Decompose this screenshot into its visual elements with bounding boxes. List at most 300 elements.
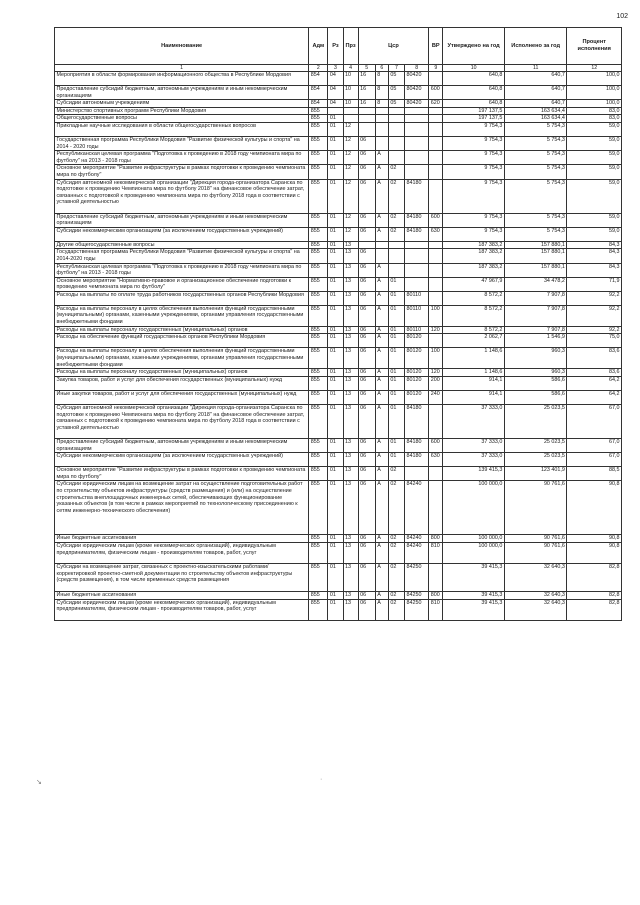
header-rz: Рз	[328, 28, 343, 65]
row-csr-3	[388, 241, 404, 249]
row-csr-1	[358, 122, 375, 136]
row-csr-4: 80120	[405, 369, 429, 377]
row-prz: 10	[343, 100, 358, 108]
row-adm: 855	[309, 535, 328, 543]
row-csr-3: 02	[388, 227, 404, 241]
row-fact: 586,6	[504, 391, 567, 405]
row-percent: 84,3	[567, 263, 622, 277]
table-row	[55, 391, 622, 405]
row-prz: 12	[343, 179, 358, 213]
row-csr-4: 80120	[405, 334, 429, 348]
table-row	[55, 249, 622, 263]
row-percent: 90,8	[567, 535, 622, 543]
row-rz: 01	[328, 277, 343, 291]
row-adm: 855	[309, 179, 328, 213]
row-csr-2: А	[375, 291, 388, 305]
row-rz: 01	[328, 369, 343, 377]
table-row	[55, 369, 622, 377]
row-csr-1: 06	[358, 348, 375, 369]
row-csr-1: 06	[358, 291, 375, 305]
row-fact: 32 640,3	[504, 592, 567, 600]
column-number: 12	[567, 65, 622, 72]
row-csr-4: 84250	[405, 564, 429, 592]
row-prz: 13	[343, 391, 358, 405]
row-vr: 800	[429, 535, 443, 543]
table-row	[55, 263, 622, 277]
row-csr-4	[405, 277, 429, 291]
row-csr-3: 01	[388, 334, 404, 348]
row-rz: 01	[328, 391, 343, 405]
table-row	[55, 405, 622, 439]
row-rz: 01	[328, 122, 343, 136]
header-fact: Исполнено за год	[504, 28, 567, 65]
row-adm: 855	[309, 136, 328, 150]
column-number: 10	[443, 65, 505, 72]
row-csr-2: А	[375, 564, 388, 592]
row-prz: 10	[343, 72, 358, 86]
row-fact: 586,6	[504, 377, 567, 391]
row-percent: 67,0	[567, 405, 622, 439]
row-plan: 8 572,2	[443, 291, 505, 305]
row-plan: 9 754,3	[443, 227, 505, 241]
row-fact: 960,3	[504, 348, 567, 369]
row-csr-3	[388, 122, 404, 136]
row-percent: 59,0	[567, 165, 622, 179]
row-csr-2: А	[375, 599, 388, 620]
row-csr-2: А	[375, 277, 388, 291]
row-prz: 12	[343, 136, 358, 150]
page-number: 102	[616, 13, 628, 20]
row-csr-1	[358, 115, 375, 123]
row-rz: 01	[328, 136, 343, 150]
row-csr-4: 80120	[405, 348, 429, 369]
row-csr-3: 01	[388, 405, 404, 439]
row-rz: 01	[328, 599, 343, 620]
row-plan: 640,8	[443, 86, 505, 100]
row-csr-1: 16	[358, 72, 375, 86]
row-csr-3: 01	[388, 391, 404, 405]
row-prz: 10	[343, 86, 358, 100]
row-csr-4: 84180	[405, 179, 429, 213]
row-plan: 100 000,0	[443, 535, 505, 543]
row-csr-2: А	[375, 439, 388, 453]
row-adm: 855	[309, 213, 328, 227]
row-percent: 92,2	[567, 305, 622, 326]
row-percent: 92,2	[567, 326, 622, 334]
column-number: 3	[328, 65, 343, 72]
row-csr-1: 06	[358, 439, 375, 453]
row-prz: 13	[343, 467, 358, 481]
row-name: Основное мероприятие "Развитие инфраструктуры в рамках подготовки к проведению чемпионата мира по футболу"	[55, 165, 309, 179]
row-adm: 855	[309, 334, 328, 348]
table-row	[55, 100, 622, 108]
row-name: Республиканская целевая программа "Подготовка к проведению в 2018 году чемпионата мира по футболу" на 2013 - 2018 годы	[55, 263, 309, 277]
row-plan: 640,8	[443, 72, 505, 86]
row-csr-4: 84240	[405, 535, 429, 543]
row-plan: 139 415,3	[443, 467, 505, 481]
header-adm: Адм	[309, 28, 328, 65]
table-row	[55, 86, 622, 100]
row-csr-1: 06	[358, 334, 375, 348]
row-csr-2: А	[375, 213, 388, 227]
row-adm: 855	[309, 291, 328, 305]
row-percent: 64,2	[567, 377, 622, 391]
row-csr-2: А	[375, 467, 388, 481]
table-row	[55, 227, 622, 241]
row-csr-2: 8	[375, 86, 388, 100]
row-vr: 630	[429, 227, 443, 241]
row-adm: 855	[309, 369, 328, 377]
table-row	[55, 165, 622, 179]
table-row	[55, 151, 622, 165]
table-row	[55, 241, 622, 249]
row-fact: 163 634,4	[504, 115, 567, 123]
row-plan: 8 572,2	[443, 326, 505, 334]
row-adm: 855	[309, 122, 328, 136]
row-percent: 71,9	[567, 277, 622, 291]
row-fact: 5 754,3	[504, 165, 567, 179]
row-vr	[429, 72, 443, 86]
row-csr-4: 84240	[405, 481, 429, 535]
row-csr-3: 01	[388, 377, 404, 391]
row-fact: 25 023,5	[504, 405, 567, 439]
row-csr-4	[405, 263, 429, 277]
row-fact: 5 754,3	[504, 136, 567, 150]
row-plan: 9 754,3	[443, 136, 505, 150]
row-csr-3: 01	[388, 453, 404, 467]
row-csr-4: 80120	[405, 391, 429, 405]
row-percent: 83,0	[567, 107, 622, 115]
row-rz: 01	[328, 564, 343, 592]
row-rz: 01	[328, 213, 343, 227]
row-fact: 5 754,3	[504, 151, 567, 165]
row-name: Мероприятия в области формирования информационного общества в Республике Мордовия	[55, 72, 309, 86]
table-row	[55, 334, 622, 348]
row-csr-1: 06	[358, 467, 375, 481]
row-plan: 914,1	[443, 391, 505, 405]
row-csr-4: 84240	[405, 543, 429, 564]
row-percent: 83,6	[567, 369, 622, 377]
margin-mark: ·	[320, 776, 323, 783]
row-fact: 1 546,9	[504, 334, 567, 348]
row-adm: 855	[309, 391, 328, 405]
row-fact: 32 640,3	[504, 599, 567, 620]
row-csr-1: 06	[358, 564, 375, 592]
row-vr	[429, 249, 443, 263]
row-fact: 5 754,3	[504, 122, 567, 136]
row-fact: 157 880,1	[504, 249, 567, 263]
row-prz: 12	[343, 151, 358, 165]
table-row	[55, 592, 622, 600]
row-csr-3: 05	[388, 100, 404, 108]
row-adm: 855	[309, 115, 328, 123]
row-csr-4	[405, 107, 429, 115]
row-csr-2: А	[375, 453, 388, 467]
row-csr-3: 02	[388, 592, 404, 600]
row-vr	[429, 136, 443, 150]
row-prz: 13	[343, 263, 358, 277]
row-prz: 13	[343, 249, 358, 263]
row-vr	[429, 151, 443, 165]
row-csr-1: 06	[358, 453, 375, 467]
row-plan: 37 333,0	[443, 405, 505, 439]
row-percent: 100,0	[567, 100, 622, 108]
row-adm: 855	[309, 377, 328, 391]
table-row	[55, 326, 622, 334]
row-vr	[429, 467, 443, 481]
row-fact: 34 478,2	[504, 277, 567, 291]
row-prz: 12	[343, 122, 358, 136]
column-number-row	[55, 65, 622, 72]
row-rz: 01	[328, 241, 343, 249]
row-rz: 01	[328, 227, 343, 241]
row-csr-1: 06	[358, 535, 375, 543]
row-prz: 13	[343, 305, 358, 326]
row-name: Предоставление субсидий бюджетным, автономным учреждениям и иным некоммерческим организациям	[55, 86, 309, 100]
row-adm: 855	[309, 564, 328, 592]
row-plan: 39 415,3	[443, 592, 505, 600]
row-vr	[429, 263, 443, 277]
row-vr	[429, 334, 443, 348]
column-number: 9	[429, 65, 443, 72]
row-adm: 855	[309, 439, 328, 453]
row-rz: 01	[328, 481, 343, 535]
row-csr-4	[405, 467, 429, 481]
row-fact: 90 761,6	[504, 543, 567, 564]
row-csr-2: А	[375, 326, 388, 334]
row-rz: 01	[328, 439, 343, 453]
row-csr-2	[375, 136, 388, 150]
row-csr-3: 02	[388, 179, 404, 213]
column-number: 5	[358, 65, 375, 72]
row-name: Расходы на выплаты персоналу в целях обеспечения выполнения функций государственными (муниципальными) органами, казенными учреждениями, органами управления государственными внебюджетными фондами	[55, 305, 309, 326]
table-row	[55, 377, 622, 391]
row-csr-4: 80110	[405, 326, 429, 334]
row-percent: 82,8	[567, 564, 622, 592]
row-fact: 7 907,8	[504, 326, 567, 334]
row-csr-1: 06	[358, 179, 375, 213]
budget-execution-table	[54, 27, 622, 621]
row-csr-3: 02	[388, 481, 404, 535]
row-rz: 01	[328, 405, 343, 439]
table-row	[55, 136, 622, 150]
row-csr-1: 06	[358, 227, 375, 241]
row-rz: 01	[328, 467, 343, 481]
row-csr-4: 80420	[405, 100, 429, 108]
row-rz: 01	[328, 334, 343, 348]
row-plan: 100 000,0	[443, 543, 505, 564]
row-rz: 01	[328, 535, 343, 543]
row-fact: 5 754,3	[504, 179, 567, 213]
row-plan: 39 415,3	[443, 599, 505, 620]
row-vr	[429, 481, 443, 535]
row-plan: 100 000,0	[443, 481, 505, 535]
margin-mark: ↘	[36, 779, 42, 786]
row-vr	[429, 179, 443, 213]
row-name: Иные бюджетные ассигнования	[55, 592, 309, 600]
row-name: Предоставление субсидий бюджетным, автономным учреждениям и иным некоммерческим организациям	[55, 439, 309, 453]
row-adm: 855	[309, 263, 328, 277]
header-plan: Утверждено на год	[443, 28, 505, 65]
row-csr-1: 06	[358, 249, 375, 263]
row-plan: 187 383,2	[443, 249, 505, 263]
row-vr: 800	[429, 592, 443, 600]
row-csr-2: А	[375, 263, 388, 277]
row-csr-2	[375, 249, 388, 263]
row-fact: 960,3	[504, 369, 567, 377]
row-rz	[328, 107, 343, 115]
row-rz: 01	[328, 165, 343, 179]
row-percent: 84,3	[567, 249, 622, 263]
row-fact: 5 754,3	[504, 213, 567, 227]
row-rz: 04	[328, 72, 343, 86]
row-plan: 37 333,0	[443, 453, 505, 467]
row-csr-2: А	[375, 179, 388, 213]
row-csr-3	[388, 151, 404, 165]
row-name: Субсидия автономной некоммерческой организации "Дирекция города-организатора Саранска по подготовке к проведению Чемпионата мира по футболу 2018" на финансовое обеспечение затрат, связанных с подготовкой к проведению чемпионата мира по футболу 2018 года в соответствии с уставной деятельностью	[55, 405, 309, 439]
row-percent: 83,0	[567, 115, 622, 123]
row-csr-2: А	[375, 305, 388, 326]
row-adm: 854	[309, 72, 328, 86]
row-rz: 04	[328, 86, 343, 100]
row-vr	[429, 277, 443, 291]
row-rz: 01	[328, 151, 343, 165]
row-prz: 13	[343, 543, 358, 564]
column-number: 6	[375, 65, 388, 72]
row-prz: 12	[343, 227, 358, 241]
row-percent: 92,2	[567, 291, 622, 305]
row-csr-3: 02	[388, 535, 404, 543]
row-csr-3: 01	[388, 439, 404, 453]
row-fact: 25 023,5	[504, 453, 567, 467]
row-percent: 64,2	[567, 391, 622, 405]
row-csr-1: 16	[358, 86, 375, 100]
row-plan: 1 148,6	[443, 348, 505, 369]
row-csr-3: 05	[388, 72, 404, 86]
row-csr-2: А	[375, 405, 388, 439]
table-row	[55, 291, 622, 305]
row-adm: 855	[309, 453, 328, 467]
row-percent: 59,0	[567, 213, 622, 227]
row-prz: 13	[343, 405, 358, 439]
row-percent: 83,6	[567, 348, 622, 369]
row-fact: 123 401,9	[504, 467, 567, 481]
row-csr-1: 06	[358, 326, 375, 334]
row-adm: 855	[309, 227, 328, 241]
row-plan: 640,8	[443, 100, 505, 108]
row-name: Субсидии юридическим лицам (кроме некоммерческих организаций), индивидуальным предпринимателям, физическим лицам - производителям товаров, работ, услуг	[55, 599, 309, 620]
row-prz	[343, 107, 358, 115]
table-body	[55, 72, 622, 621]
row-csr-3: 01	[388, 305, 404, 326]
row-plan: 187 383,2	[443, 263, 505, 277]
row-name: Субсидии некоммерческим организациям (за исключением государственных учреждений)	[55, 453, 309, 467]
row-csr-3: 01	[388, 277, 404, 291]
row-vr	[429, 165, 443, 179]
row-csr-4: 84250	[405, 599, 429, 620]
row-csr-4	[405, 241, 429, 249]
table-row	[55, 179, 622, 213]
row-plan: 9 754,3	[443, 151, 505, 165]
row-name: Расходы на обеспечение функций государственных органов Республики Мордовия	[55, 334, 309, 348]
row-csr-4: 84180	[405, 227, 429, 241]
row-csr-3: 01	[388, 326, 404, 334]
row-vr	[429, 107, 443, 115]
table-row	[55, 107, 622, 115]
row-prz: 13	[343, 291, 358, 305]
row-fact: 32 640,3	[504, 564, 567, 592]
row-percent: 90,8	[567, 481, 622, 535]
table-row	[55, 305, 622, 326]
table-row	[55, 348, 622, 369]
row-name: Основное мероприятие "Развитие инфраструктуры в рамках подготовки к проведению чемпионата мира по футболу"	[55, 467, 309, 481]
table-row	[55, 439, 622, 453]
row-csr-1	[358, 241, 375, 249]
row-plan: 1 148,6	[443, 369, 505, 377]
row-csr-2: А	[375, 165, 388, 179]
row-adm: 855	[309, 107, 328, 115]
row-csr-2: А	[375, 348, 388, 369]
row-csr-2	[375, 107, 388, 115]
row-csr-2: А	[375, 369, 388, 377]
row-vr: 620	[429, 100, 443, 108]
row-csr-2: А	[375, 592, 388, 600]
row-csr-4	[405, 249, 429, 263]
row-percent: 88,5	[567, 467, 622, 481]
row-csr-4	[405, 151, 429, 165]
row-csr-2	[375, 122, 388, 136]
row-prz: 13	[343, 599, 358, 620]
row-fact: 25 023,5	[504, 439, 567, 453]
row-csr-1: 06	[358, 165, 375, 179]
row-csr-4: 84250	[405, 592, 429, 600]
header-vr: ВР	[429, 28, 443, 65]
row-prz: 13	[343, 535, 358, 543]
row-csr-3: 02	[388, 543, 404, 564]
row-percent: 75,0	[567, 334, 622, 348]
column-number: 8	[405, 65, 429, 72]
row-vr: 240	[429, 391, 443, 405]
row-plan: 9 754,3	[443, 165, 505, 179]
row-fact: 90 761,6	[504, 535, 567, 543]
row-csr-1	[358, 107, 375, 115]
row-percent: 100,0	[567, 86, 622, 100]
row-prz: 13	[343, 326, 358, 334]
row-vr	[429, 115, 443, 123]
row-csr-1: 06	[358, 592, 375, 600]
row-fact: 7 907,8	[504, 305, 567, 326]
row-csr-1: 06	[358, 305, 375, 326]
row-csr-4	[405, 136, 429, 150]
row-name: Закупка товаров, работ и услуг для обеспечения государственных (муниципальных) нужд	[55, 377, 309, 391]
row-csr-2: А	[375, 377, 388, 391]
table-row	[55, 115, 622, 123]
row-csr-3: 01	[388, 348, 404, 369]
row-csr-1: 06	[358, 543, 375, 564]
row-name: Субсидии юридическим лицам на возмещение затрат на осуществление подготовительных работ по строительству объектов инфраструктуры (средств размещения) и (или) на осуществление строительства внеплощадочных инженерных сетей, обеспечивающих функционирование указанных объектов (в том числе в рамках мероприятий по технологическому присоединению к сетям инженерно-технического обеспечения)	[55, 481, 309, 535]
row-rz: 01	[328, 305, 343, 326]
row-percent: 59,0	[567, 227, 622, 241]
row-csr-4: 84180	[405, 439, 429, 453]
column-number: 2	[309, 65, 328, 72]
row-csr-4: 80420	[405, 86, 429, 100]
table-row	[55, 564, 622, 592]
row-percent: 67,0	[567, 439, 622, 453]
row-prz: 12	[343, 165, 358, 179]
row-plan: 39 415,3	[443, 564, 505, 592]
row-plan: 8 572,2	[443, 305, 505, 326]
row-csr-1: 06	[358, 377, 375, 391]
